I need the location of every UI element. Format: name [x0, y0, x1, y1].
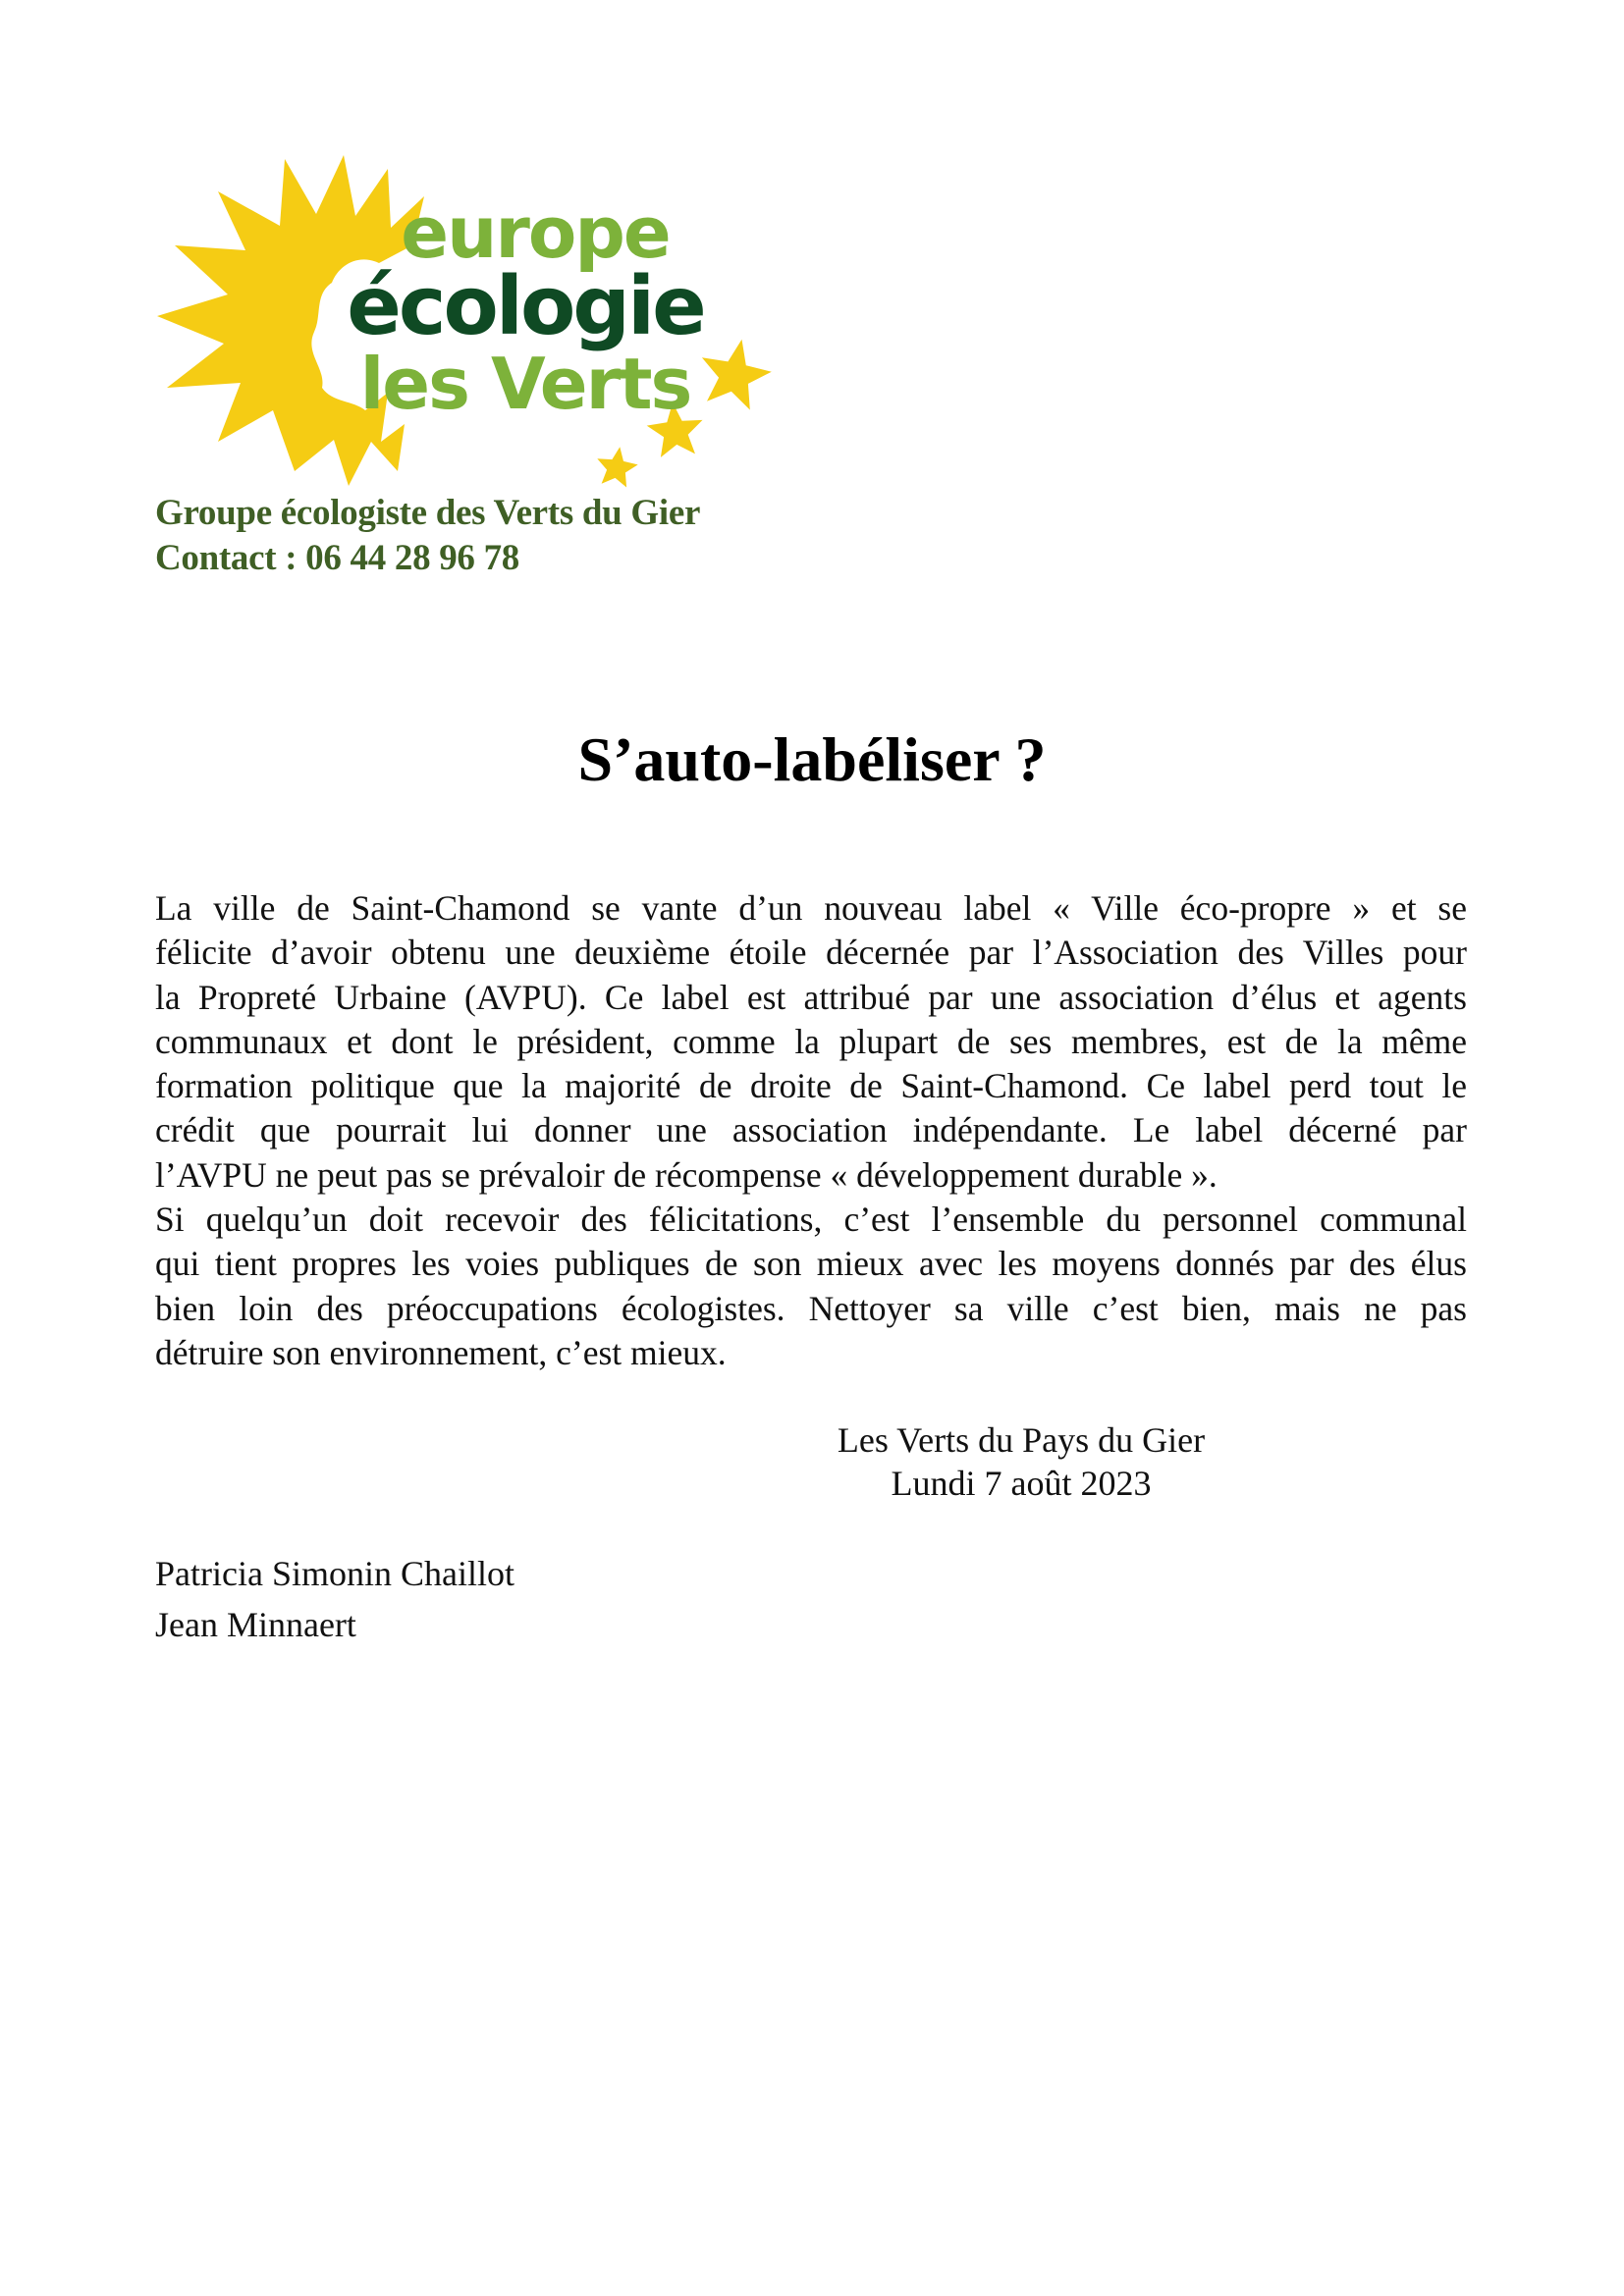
body-line: la Propreté Urbaine (AVPU). Ce label est attribué par une association d’élus et agents [155, 977, 1467, 1017]
body-paragraph [155, 886, 1467, 1375]
body-line: La ville de Saint-Chamond se vante d’un nouveau label « Ville éco-propre » et se [155, 888, 1467, 928]
signer-name: Jean Minnaert [155, 1605, 356, 1644]
signature-organization: Les Verts du Pays du Gier [837, 1420, 1206, 1460]
logo-text-ecologie: écologie [347, 260, 704, 353]
signers-list [155, 1548, 514, 1650]
page-title: S’auto-labéliser ? [577, 724, 1047, 794]
star-icon [702, 340, 772, 410]
logo-text-europe: europe [401, 191, 670, 274]
contact-phone: Contact : 06 44 28 96 78 [155, 538, 519, 578]
body-line: Si quelqu’un doit recevoir des félicitations, c’est l’ensemble du personnel communal [155, 1200, 1467, 1240]
group-name: Groupe écologiste des Verts du Gier [155, 493, 701, 533]
logo-text-les-verts: les Verts [359, 343, 691, 425]
body-line: communaux et dont le président, comme la plupart de ses membres, est de la même [155, 1021, 1467, 1061]
europe-ecologie-les-verts-logo [147, 147, 795, 501]
sunflower-logo-graphic [147, 147, 795, 501]
signature-block [687, 1418, 1355, 1505]
group-header [155, 491, 700, 581]
star-icon [597, 447, 637, 487]
body-line: bien loin des préoccupations écologistes. Nettoyer sa ville c’est bien, mais ne pas [155, 1288, 1467, 1328]
body-line: formation politique que la majorité de droite de Saint-Chamond. Ce label perd tout le [155, 1066, 1467, 1106]
body-line: qui tient propres les voies publiques de son mieux avec les moyens donnés par des élus [155, 1244, 1467, 1284]
body-line: crédit que pourrait lui donner une association indépendante. Le label décerné par [155, 1110, 1467, 1150]
signature-date: Lundi 7 août 2023 [891, 1464, 1152, 1503]
body-line: détruire son environnement, c’est mieux. [155, 1332, 727, 1372]
body-line: félicite d’avoir obtenu une deuxième étoile décernée par l’Association des Villes pour [155, 933, 1467, 973]
signer-name: Patricia Simonin Chaillot [155, 1554, 514, 1593]
body-line: l’AVPU ne peut pas se prévaloir de récompense « développement durable ». [155, 1154, 1218, 1195]
